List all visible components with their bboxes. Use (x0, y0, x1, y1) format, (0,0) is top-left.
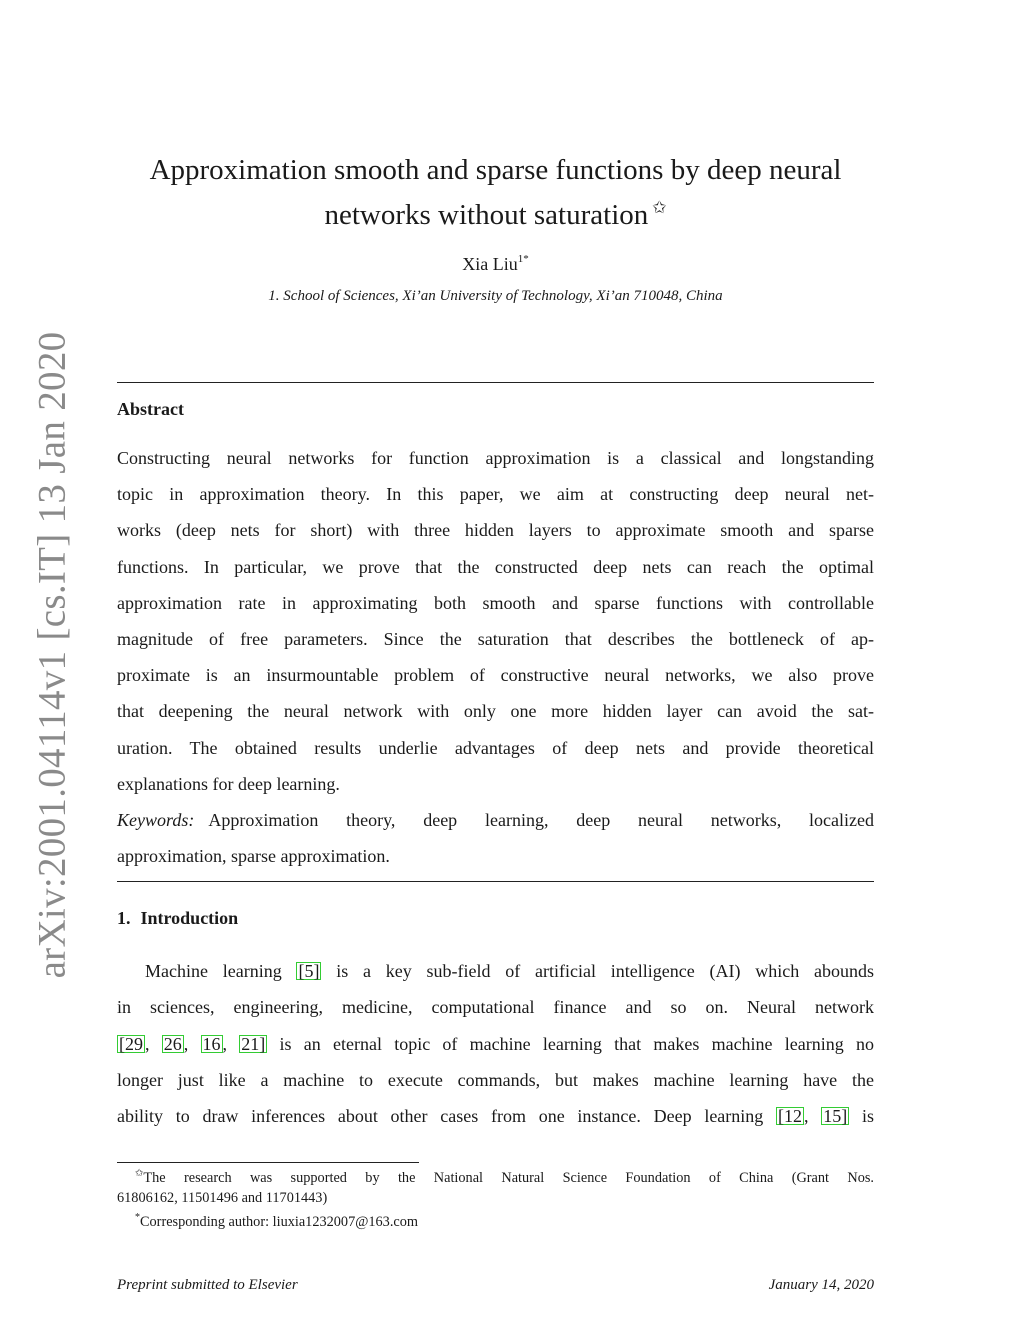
title-line-2 (117, 189, 874, 234)
section-heading-introduction (117, 908, 238, 929)
abstract-top-rule (117, 382, 874, 383)
intro-line-1 (117, 953, 874, 989)
citation-link[interactable]: 21] (241, 1033, 266, 1054)
intro-line-3: [29 , 26 , 16 , 21] is an eternal topic of machine learning that makes machine learning no (119, 1033, 875, 1054)
abstract-line: that deepening the neural network with only one more hidden layer can avoid the sat- (117, 701, 874, 722)
abstract-line: functions. In particular, we prove that the constructed deep nets can reach the optimal (117, 556, 874, 577)
section-number: 1. (117, 908, 131, 928)
footnote-funding-line-2: 61806162, 11501496 and 11701443) (117, 1190, 328, 1206)
title-line-2-text: networks without saturation (324, 199, 649, 231)
abstract-line: magnitude of free parameters. Since the saturation that describes the bottleneck of ap- (117, 629, 874, 650)
citation-link[interactable]: [29 (119, 1033, 143, 1054)
abstract-line: topic in approximation theory. In this paper, we aim at constructing deep neural net- (117, 484, 874, 505)
intro-text: ability to draw inferences about other cases from one instance. Deep learning (117, 1106, 777, 1127)
keywords-line-2: approximation, sparse approximation. (117, 846, 390, 867)
intro-text: is an eternal topic of machine learning that makes machine learning no (267, 1033, 875, 1054)
citation-link[interactable]: [12 (778, 1106, 803, 1127)
abstract-heading: Abstract (117, 399, 184, 419)
intro-text: is (849, 1106, 874, 1127)
abstract-line: approximation rate in approximating both smooth and sparse functions with controllable (117, 592, 874, 613)
abstract-bottom-rule (117, 881, 874, 882)
arxiv-identifier-stamp: arXiv:2001.04114v1 [cs.IT] 13 Jan 2020 (30, 331, 74, 979)
footnote-star-icon: ✩ (135, 1168, 144, 1179)
author-superscript: 1* (517, 253, 529, 265)
intro-line-2: in sciences, engineering, medicine, computational finance and so on. Neural network (117, 997, 874, 1018)
author-line (117, 253, 874, 275)
preprint-date: January 14, 2020 (768, 1277, 874, 1293)
abstract-line: Constructing neural networks for function approximation is a classical and longstanding (117, 448, 874, 468)
abstract-line: explanations for deep learning. (117, 773, 340, 794)
keywords-text-1: Approximation theory, deep learning, deep neural networks, localized (208, 810, 874, 831)
abstract-body (117, 440, 874, 874)
abstract-line: works (deep nets for short) with three hidden layers to approximate smooth and sparse (117, 520, 874, 541)
author-affiliation: 1. School of Sciences, Xi’an University of Technology, Xi’an 710048, China (268, 288, 723, 304)
title-line-1: Approximation smooth and sparse functions by deep neural (149, 154, 842, 186)
keywords-label: Keywords: (117, 810, 195, 831)
intro-text: Machine learning (145, 961, 297, 981)
footnote-corresponding-author (117, 1208, 874, 1232)
keywords-line-1 (117, 802, 874, 838)
corresponding-author-text[interactable]: Corresponding author: liuxia1232007@163.com (140, 1214, 419, 1230)
citation-link[interactable]: 15] (823, 1106, 848, 1127)
abstract-line: proximate is an insurmountable problem of constructive neural networks, we also prove (117, 665, 874, 686)
citation-link[interactable]: [5] (298, 961, 320, 981)
preprint-notice: Preprint submitted to Elsevier (117, 1277, 298, 1293)
section-title: Introduction (140, 908, 239, 928)
author-name: Xia Liu (462, 254, 518, 274)
title-footnote-star-icon[interactable]: ✩ (652, 198, 667, 217)
intro-line-5: ability to draw inferences about other cases from one instance. Deep learning [12 , 15] is (117, 1106, 874, 1127)
citation-link[interactable]: 16 (202, 1033, 221, 1054)
footnote-rule (117, 1162, 419, 1163)
citation-link[interactable]: 26 (163, 1033, 182, 1054)
abstract-line: uration. The obtained results underlie advantages of deep nets and provide theoretical (117, 737, 874, 758)
footnotes (117, 1164, 874, 1232)
intro-line-4: longer just like a machine to execute commands, but makes machine learning have the (117, 1069, 874, 1090)
paper-title (117, 152, 874, 234)
footnote-funding-line-1 (117, 1164, 874, 1188)
footnote-funding-text: The research was supported by the National Natural Science Foundation of China (Grant Nos. (143, 1170, 874, 1186)
footnote-asterisk-icon: * (135, 1212, 140, 1223)
introduction-paragraph (117, 953, 874, 1134)
intro-text: is a key sub-field of artificial intelligence (AI) which abounds (321, 961, 874, 981)
